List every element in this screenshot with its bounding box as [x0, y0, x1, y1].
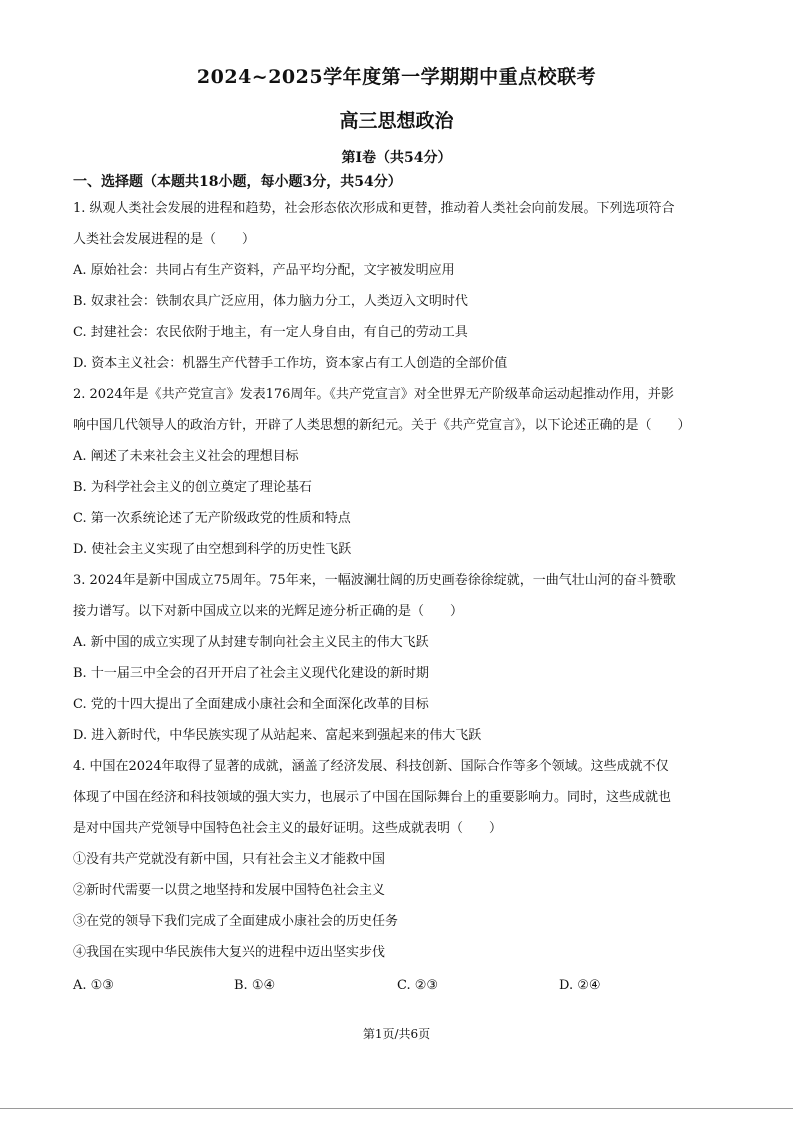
q4-choice-a: A. ①③	[73, 978, 114, 993]
q3-stem-line: 3. 2024年是新中国成立75周年。75年来，一幅波澜壮阔的历史画卷徐徐绽就，一曲气壮山河的奋斗赞歌	[73, 573, 676, 588]
q1-option-b: B. 奴隶社会：铁制农具广泛应用，体力脑力分工，人类迈入文明时代	[73, 294, 468, 309]
exam-title: 2024~2025学年度第一学期期中重点校联考	[196, 66, 597, 88]
q1-option-a: A. 原始社会：共同占有生产资料，产品平均分配，文字被发明应用	[73, 263, 455, 278]
q3-option-c: C. 党的十四大提出了全面建成小康社会和全面深化改革的目标	[73, 697, 429, 712]
q4-item-1: ①没有共产党就没有新中国，只有社会主义才能救中国	[73, 852, 386, 867]
volume-heading: 第Ⅰ卷（共54分）	[341, 150, 452, 166]
q1-option-d: D. 资本主义社会：机器生产代替手工作坊，资本家占有工人创造的全部价值	[73, 356, 508, 371]
q1-option-c: C. 封建社会：农民依附于地主，有一定人身自由，有自己的劳动工具	[73, 325, 468, 340]
q1-stem-line: 1. 纵观人类社会发展的进程和趋势，社会形态依次形成和更替，推动着人类社会向前发展。下列选项符合	[73, 201, 675, 216]
q4-choice-b: B. ①④	[234, 978, 276, 993]
q3-option-d: D. 进入新时代，中华民族实现了从站起来、富起来到强起来的伟大飞跃	[73, 728, 482, 743]
q4-stem-line: 4. 中国在2024年取得了显著的成就，涵盖了经济发展、科技创新、国际合作等多个领域。这些成就不仅	[73, 759, 669, 774]
page-number: 第1页/共6页	[362, 1027, 431, 1041]
q4-choice-d: D. ②④	[559, 978, 601, 993]
q3-option-b: B. 十一届三中全会的召开开启了社会主义现代化建设的新时期	[73, 666, 429, 681]
q4-item-3: ③在党的领导下我们完成了全面建成小康社会的历史任务	[73, 914, 399, 929]
q2-option-a: A. 阐述了未来社会主义社会的理想目标	[73, 449, 299, 464]
q2-option-c: C. 第一次系统论述了无产阶级政党的性质和特点	[73, 511, 351, 526]
q1-stem-line: 人类社会发展进程的是（ ）	[73, 232, 256, 247]
q3-option-a: A. 新中国的成立实现了从封建专制向社会主义民主的伟大飞跃	[73, 635, 429, 650]
q4-item-2: ②新时代需要一以贯之地坚持和发展中国特色社会主义	[73, 883, 386, 898]
q2-stem-line: 2. 2024年是《共产党宣言》发表176周年。《共产党宣言》对全世界无产阶级革命运动起推动作用，并影	[73, 387, 674, 402]
q4-stem-line: 体现了中国在经济和科技领域的强大实力，也展示了中国在国际舞台上的重要影响力。同时，这些成就也	[73, 790, 672, 805]
subject-title: 高三思想政治	[339, 110, 454, 132]
q4-choice-c: C. ②③	[397, 978, 439, 993]
q2-stem-line: 响中国几代领导人的政治方针，开辟了人类思想的新纪元。关于《共产党宣言》，以下论述正确的是（ ）	[73, 418, 691, 433]
q4-item-4: ④我国在实现中华民族伟大复兴的进程中迈出坚实步伐	[73, 945, 386, 960]
q4-stem-line: 是对中国共产党领导中国特色社会主义的最好证明。这些成就表明（ ）	[73, 821, 503, 836]
section-heading: 一、选择题（本题共18小题，每小题3分，共54分）	[73, 174, 402, 190]
q3-stem-line: 接力谱写。以下对新中国成立以来的光辉足迹分析正确的是（ ）	[73, 604, 464, 619]
q2-option-b: B. 为科学社会主义的创立奠定了理论基石	[73, 480, 312, 495]
bottom-divider	[0, 1108, 793, 1109]
q2-option-d: D. 使社会主义实现了由空想到科学的历史性飞跃	[73, 542, 352, 557]
